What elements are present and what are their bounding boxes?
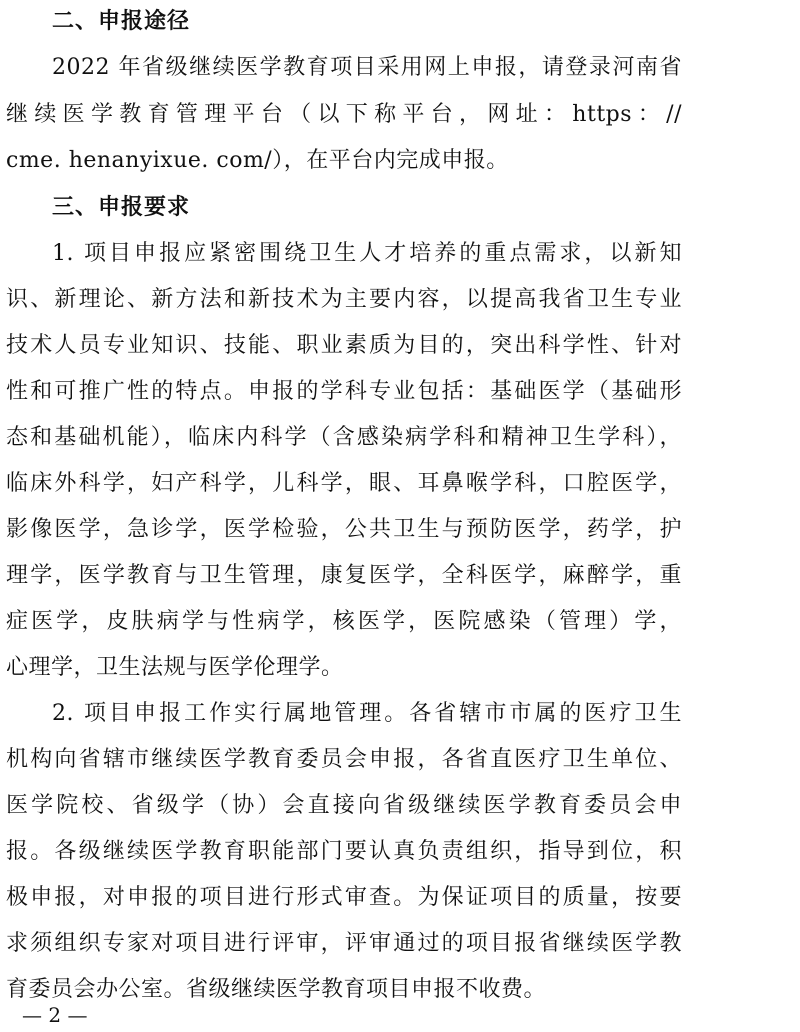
paragraph-line: 育委员会办公室。省级继续医学教育项目申报不收费。 [6,977,547,1002]
paragraph-line: 态和基础机能），临床内科学（含感染病学科和精神卫生学科）， [6,425,682,450]
paragraph-line: 症医学，皮肤病学与性病学，核医学，医院感染（管理）学， [6,609,682,634]
paragraph-line: 性和可推广性的特点。申报的学科专业包括：基础医学（基础形 [6,379,682,404]
paragraph-line: cme. henanyixue. com/），在平台内完成申报。 [6,148,509,173]
paragraph-line: 医学院校、省级学（协）会直接向省级继续医学教育委员会申 [6,793,682,818]
page-number: — 2 — [22,1003,88,1027]
paragraph-line: 求须组织专家对项目进行评审，评审通过的项目报省继续医学教 [6,931,682,956]
paragraph-line: 2022 年省级继续医学教育项目采用网上申报，请登录河南省 [52,55,682,80]
section-heading-application-requirements: 三、申报要求 [52,195,191,220]
paragraph-line: 技术人员专业知识、技能、职业素质为目的，突出科学性、针对 [6,333,682,358]
paragraph-line: 2. 项目申报工作实行属地管理。各省辖市市属的医疗卫生 [52,701,682,726]
paragraph-line: 继续医学教育管理平台（以下称平台，网址：https：// [6,102,682,127]
paragraph-line: 临床外科学，妇产科学，儿科学，眼、耳鼻喉学科，口腔医学， [6,471,682,496]
paragraph-line: 心理学，卫生法规与医学伦理学。 [6,655,344,680]
paragraph-line: 报。各级继续医学教育职能部门要认真负责组织，指导到位，积 [6,839,682,864]
paragraph-line: 影像医学，急诊学，医学检验，公共卫生与预防医学，药学，护 [6,517,682,542]
paragraph-line: 极申报，对申报的项目进行形式审查。为保证项目的质量，按要 [6,885,682,910]
paragraph-line: 机构向省辖市继续医学教育委员会申报，各省直医疗卫生单位、 [6,747,682,772]
paragraph-line: 识、新理论、新方法和新技术为主要内容，以提高我省卫生专业 [6,287,682,312]
paragraph-line: 理学，医学教育与卫生管理，康复医学，全科医学，麻醉学，重 [6,563,682,588]
paragraph-line: 1. 项目申报应紧密围绕卫生人才培养的重点需求，以新知 [52,241,682,266]
section-heading-application-channel: 二、申报途径 [52,9,191,34]
